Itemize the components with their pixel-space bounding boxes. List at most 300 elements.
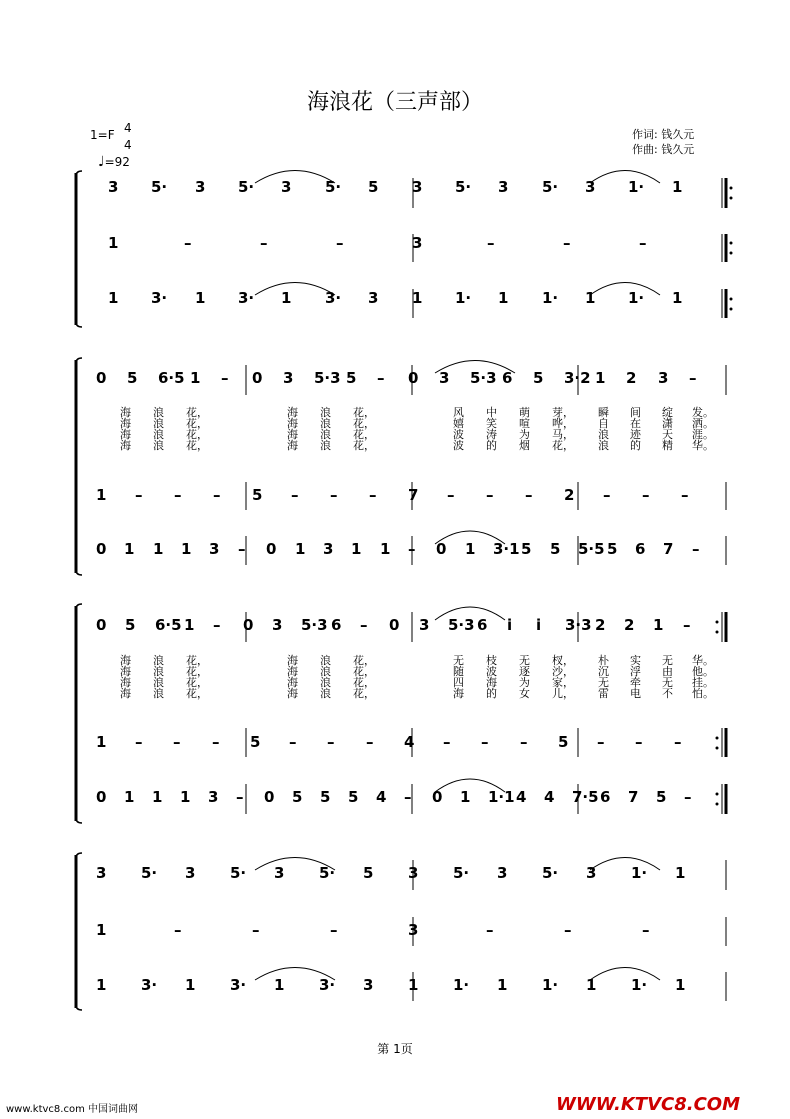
note-s2-v1: 3 xyxy=(658,369,669,387)
lyric-s2-l3: 涛 xyxy=(486,428,497,441)
note-s1-v1: 5· xyxy=(455,178,472,196)
note-s1-v3: 1 xyxy=(585,289,596,307)
note-s2-v3: 1 xyxy=(153,540,164,558)
note-s3-v1: i xyxy=(536,616,542,634)
lyric-s2-l1: 绽 xyxy=(662,406,673,419)
note-s4-v1: 3 xyxy=(408,864,419,882)
note-s2-v2: – xyxy=(603,486,611,504)
lyric-s3-l2: 波 xyxy=(486,665,497,678)
note-s2-v3: 0 xyxy=(436,540,447,558)
note-s4-v1: 5· xyxy=(542,864,559,882)
note-s3-v1: 3·3 xyxy=(565,616,592,634)
note-s2-v3: – xyxy=(692,540,700,558)
lyric-s2-l1: 浪 xyxy=(153,406,164,419)
note-s3-v1: 0 xyxy=(243,616,254,634)
note-s1-v3: 1· xyxy=(455,289,472,307)
note-s4-v3: 1 xyxy=(675,976,686,994)
note-s1-v3: 1· xyxy=(542,289,559,307)
note-s2-v1: 3 xyxy=(439,369,450,387)
note-s4-v1: 3 xyxy=(185,864,196,882)
note-s4-v2: – xyxy=(330,921,338,939)
lyric-s3-l1: 浪 xyxy=(320,654,331,667)
note-s1-v2: – xyxy=(639,234,647,252)
note-s1-v2: – xyxy=(260,234,268,252)
lyric-s2-l2: 海 xyxy=(287,417,298,430)
lyric-s2-l2: 海 xyxy=(120,417,131,430)
note-s2-v2: 5 xyxy=(252,486,263,504)
lyric-s3-l4: 浪 xyxy=(153,687,164,700)
note-s3-v2: – xyxy=(443,733,451,751)
note-s1-v1: 3 xyxy=(412,178,423,196)
note-s1-v2: – xyxy=(336,234,344,252)
note-s3-v3: 1 xyxy=(152,788,163,806)
lyric-s2-l2: 哗， xyxy=(552,417,574,430)
note-s3-v1: 0 xyxy=(389,616,400,634)
note-s1-v1: 5· xyxy=(151,178,168,196)
note-s3-v2: – xyxy=(520,733,528,751)
lyric-s3-l3: 四 xyxy=(453,676,464,689)
note-s3-v2: – xyxy=(366,733,374,751)
lyric-s3-l3: 海 xyxy=(120,676,131,689)
note-s4-v1: 5· xyxy=(453,864,470,882)
lyric-s2-l3: 海 xyxy=(287,428,298,441)
lyric-s2-l3: 迹 xyxy=(630,428,641,441)
note-s1-v1: 1 xyxy=(672,178,683,196)
lyric-s2-l2: 洒。 xyxy=(692,417,714,430)
note-s3-v1: 2 xyxy=(624,616,635,634)
lyric-s2-l3: 花， xyxy=(353,428,375,441)
lyric-s3-l4: 浪 xyxy=(320,687,331,700)
note-s1-v3: 3· xyxy=(151,289,168,307)
note-s2-v1: 0 xyxy=(408,369,419,387)
lyric-s3-l1: 华。 xyxy=(692,654,714,667)
note-s3-v3: – xyxy=(684,788,692,806)
lyric-s3-l1: 杈， xyxy=(552,654,574,667)
note-s2-v2: 1 xyxy=(96,486,107,504)
note-s4-v3: 3 xyxy=(363,976,374,994)
note-s3-v2: 4 xyxy=(404,733,415,751)
lyric-s2-l1: 萌 xyxy=(519,406,530,419)
note-s2-v3: 5 xyxy=(550,540,561,558)
note-s3-v2: 5 xyxy=(250,733,261,751)
note-s3-v3: – xyxy=(236,788,244,806)
lyric-s3-l2: 他。 xyxy=(692,665,714,678)
lyric-s3-l4: 海 xyxy=(120,687,131,700)
note-s2-v2: 2 xyxy=(564,486,575,504)
note-s3-v2: – xyxy=(674,733,682,751)
note-s2-v1: 5·3 xyxy=(314,369,341,387)
note-s2-v1: 1 xyxy=(190,369,201,387)
note-s3-v3: 4 xyxy=(544,788,555,806)
note-s2-v3: 6 xyxy=(635,540,646,558)
lyric-s3-l4: 怕。 xyxy=(692,687,714,700)
note-s2-v3: 0 xyxy=(96,540,107,558)
lyric-s3-l4: 女 xyxy=(519,687,530,700)
note-s2-v2: – xyxy=(330,486,338,504)
lyric-s3-l3: 花， xyxy=(353,676,375,689)
note-s1-v1: 3 xyxy=(195,178,206,196)
note-s2-v3: 3·1 xyxy=(493,540,520,558)
page-number: 第 1页 xyxy=(377,1042,413,1056)
lyric-s2-l2: 花， xyxy=(186,417,208,430)
lyricist-credit: 作词: 钱久元 xyxy=(632,128,695,141)
note-s2-v2: – xyxy=(447,486,455,504)
note-s2-v1: – xyxy=(689,369,697,387)
note-s3-v1: – xyxy=(213,616,221,634)
lyric-s2-l1: 芽， xyxy=(552,406,574,419)
note-s3-v3: 4 xyxy=(376,788,387,806)
note-s1-v3: 1 xyxy=(498,289,509,307)
lyric-s3-l3: 家， xyxy=(552,676,574,689)
note-s1-v2: – xyxy=(487,234,495,252)
lyric-s2-l4: 海 xyxy=(287,439,298,452)
note-s4-v2: – xyxy=(564,921,572,939)
note-s1-v2: 1 xyxy=(108,234,119,252)
note-s4-v3: 1· xyxy=(631,976,648,994)
note-s2-v3: 1 xyxy=(124,540,135,558)
note-s1-v2: – xyxy=(563,234,571,252)
composer-credit: 作曲: 钱久元 xyxy=(632,143,695,156)
note-s1-v1: 3 xyxy=(281,178,292,196)
page-title: 海浪花（三声部） xyxy=(306,90,483,115)
note-s4-v1: 1 xyxy=(675,864,686,882)
note-s2-v3: 1 xyxy=(380,540,391,558)
lyric-s2-l3: 天 xyxy=(662,428,673,441)
note-s2-v3: 1 xyxy=(295,540,306,558)
note-s1-v1: 3 xyxy=(498,178,509,196)
lyric-s2-l4: 的 xyxy=(630,439,641,452)
note-s1-v1: 5· xyxy=(325,178,342,196)
note-s1-v2: – xyxy=(184,234,192,252)
lyric-s3-l2: 沙， xyxy=(552,665,574,678)
note-s1-v3: 3· xyxy=(325,289,342,307)
lyric-s2-l1: 瞬 xyxy=(598,406,609,419)
note-s2-v2: – xyxy=(213,486,221,504)
note-s4-v2: 1 xyxy=(96,921,107,939)
note-s2-v2: 7 xyxy=(408,486,419,504)
lyric-s3-l1: 无 xyxy=(662,654,673,667)
lyric-s2-l2: 潇 xyxy=(662,417,673,430)
note-s4-v3: 1 xyxy=(185,976,196,994)
lyric-s3-l2: 浮 xyxy=(630,665,641,678)
note-s3-v3: 7·5 xyxy=(572,788,599,806)
lyric-s3-l1: 朴 xyxy=(598,654,609,667)
lyric-s3-l2: 逐 xyxy=(519,665,530,678)
lyric-s2-l4: 浪 xyxy=(320,439,331,452)
note-s4-v1: 5 xyxy=(363,864,374,882)
note-s1-v3: 1 xyxy=(672,289,683,307)
note-s2-v1: 5 xyxy=(346,369,357,387)
note-s1-v1: 1· xyxy=(628,178,645,196)
note-s1-v3: 1 xyxy=(412,289,423,307)
lyric-s2-l2: 喧 xyxy=(519,417,530,430)
note-s3-v3: 0 xyxy=(96,788,107,806)
note-s4-v3: 1· xyxy=(453,976,470,994)
note-s3-v2: – xyxy=(135,733,143,751)
note-s3-v3: 5 xyxy=(348,788,359,806)
lyric-s2-l1: 海 xyxy=(120,406,131,419)
lyric-s3-l3: 为 xyxy=(519,676,530,689)
note-s4-v3: 3· xyxy=(319,976,336,994)
lyric-s3-l2: 海 xyxy=(287,665,298,678)
lyric-s3-l2: 海 xyxy=(120,665,131,678)
note-s2-v2: – xyxy=(135,486,143,504)
lyric-s3-l1: 海 xyxy=(287,654,298,667)
note-s3-v1: 6 xyxy=(477,616,488,634)
note-s4-v3: 1 xyxy=(96,976,107,994)
note-s2-v1: 0 xyxy=(252,369,263,387)
note-s2-v1: 0 xyxy=(96,369,107,387)
lyric-s3-l1: 海 xyxy=(120,654,131,667)
note-s2-v2: – xyxy=(291,486,299,504)
note-s2-v2: – xyxy=(681,486,689,504)
note-s2-v1: 3 xyxy=(283,369,294,387)
note-s2-v3: 1 xyxy=(351,540,362,558)
lyric-s3-l3: 海 xyxy=(287,676,298,689)
note-s2-v1: 2 xyxy=(626,369,637,387)
note-s3-v1: 6·5 xyxy=(155,616,182,634)
lyric-s2-l3: 浪 xyxy=(320,428,331,441)
lyric-s2-l4: 花， xyxy=(186,439,208,452)
note-s3-v3: 1·1 xyxy=(488,788,515,806)
note-s1-v3: 1 xyxy=(108,289,119,307)
note-s2-v3: 5 xyxy=(607,540,618,558)
note-s4-v2: 3 xyxy=(408,921,419,939)
note-s2-v2: – xyxy=(174,486,182,504)
note-s4-v1: 5· xyxy=(141,864,158,882)
note-s2-v3: – xyxy=(408,540,416,558)
lyric-s3-l2: 花， xyxy=(186,665,208,678)
lyric-s3-l4: 电 xyxy=(630,687,641,700)
note-s3-v1: 5 xyxy=(125,616,136,634)
note-s2-v1: – xyxy=(221,369,229,387)
lyric-s2-l4: 波 xyxy=(453,439,464,452)
note-s1-v1: 5· xyxy=(238,178,255,196)
lyric-s3-l1: 实 xyxy=(630,654,641,667)
note-s3-v2: 5 xyxy=(558,733,569,751)
lyric-s3-l4: 海 xyxy=(453,687,464,700)
lyric-s2-l4: 的 xyxy=(486,439,497,452)
lyric-s2-l3: 浪 xyxy=(598,428,609,441)
note-s2-v1: 1 xyxy=(595,369,606,387)
lyric-s3-l2: 沉 xyxy=(598,665,609,678)
note-s4-v1: 1· xyxy=(631,864,648,882)
lyric-s2-l2: 嬉 xyxy=(453,417,464,430)
note-s2-v3: 7 xyxy=(663,540,674,558)
note-s3-v3: 1 xyxy=(180,788,191,806)
lyric-s3-l4: 雷 xyxy=(598,687,609,700)
lyric-s2-l4: 华。 xyxy=(692,439,714,452)
note-s3-v2: – xyxy=(289,733,297,751)
lyric-s2-l2: 在 xyxy=(630,417,641,430)
lyric-s2-l4: 花， xyxy=(353,439,375,452)
lyric-s3-l2: 由 xyxy=(662,665,673,678)
lyric-s3-l1: 无 xyxy=(453,654,464,667)
note-s4-v3: 3· xyxy=(230,976,247,994)
note-s3-v3: 6 xyxy=(600,788,611,806)
lyric-s3-l3: 浪 xyxy=(153,676,164,689)
note-s3-v2: – xyxy=(327,733,335,751)
note-s3-v3: 5 xyxy=(292,788,303,806)
note-s2-v1: 6·5 xyxy=(158,369,185,387)
lyric-s3-l3: 海 xyxy=(486,676,497,689)
note-s4-v1: 3 xyxy=(274,864,285,882)
lyric-s2-l2: 浪 xyxy=(153,417,164,430)
lyric-s3-l1: 枝 xyxy=(486,654,497,667)
note-s1-v3: 3· xyxy=(238,289,255,307)
note-s3-v1: 2 xyxy=(595,616,606,634)
lyric-s2-l3: 海 xyxy=(120,428,131,441)
lyric-s3-l1: 无 xyxy=(519,654,530,667)
lyric-s2-l1: 中 xyxy=(486,406,497,419)
lyric-s3-l4: 的 xyxy=(486,687,497,700)
lyric-s3-l1: 花， xyxy=(353,654,375,667)
note-s3-v3: 3 xyxy=(208,788,219,806)
note-s3-v1: – xyxy=(360,616,368,634)
note-s2-v3: – xyxy=(238,540,246,558)
note-s2-v1: 5 xyxy=(533,369,544,387)
note-s2-v3: 5·5 xyxy=(578,540,605,558)
lyric-s2-l3: 涯。 xyxy=(692,428,714,441)
note-s4-v1: 5· xyxy=(319,864,336,882)
note-s1-v3: 1 xyxy=(195,289,206,307)
note-s4-v3: 1 xyxy=(408,976,419,994)
lyric-s2-l1: 发。 xyxy=(692,406,714,419)
note-s3-v1: 1 xyxy=(184,616,195,634)
note-s3-v1: 3 xyxy=(272,616,283,634)
note-s4-v3: 3· xyxy=(141,976,158,994)
note-s3-v1: 0 xyxy=(96,616,107,634)
lyric-s2-l2: 自 xyxy=(598,417,609,430)
lyric-s2-l4: 精 xyxy=(662,439,673,452)
note-s3-v3: 7 xyxy=(628,788,639,806)
note-s1-v2: 3 xyxy=(412,234,423,252)
note-s3-v1: 3 xyxy=(419,616,430,634)
note-s4-v3: 1 xyxy=(274,976,285,994)
lyric-s2-l2: 花， xyxy=(353,417,375,430)
lyric-s3-l4: 花， xyxy=(186,687,208,700)
note-s1-v3: 3 xyxy=(368,289,379,307)
lyric-s3-l4: 儿， xyxy=(552,687,574,700)
note-s2-v2: – xyxy=(369,486,377,504)
note-s4-v3: 1 xyxy=(497,976,508,994)
lyric-s2-l3: 为 xyxy=(519,428,530,441)
lyric-s3-l2: 浪 xyxy=(320,665,331,678)
time-top: 4 xyxy=(124,121,132,135)
note-s3-v2: – xyxy=(635,733,643,751)
note-s3-v1: 1 xyxy=(653,616,664,634)
lyric-s2-l2: 笑 xyxy=(486,417,497,430)
note-s3-v1: i xyxy=(507,616,513,634)
lyric-s3-l2: 花， xyxy=(353,665,375,678)
note-s1-v1: 5· xyxy=(542,178,559,196)
note-s1-v1: 5 xyxy=(368,178,379,196)
note-s4-v2: – xyxy=(642,921,650,939)
note-s4-v2: – xyxy=(486,921,494,939)
lyric-s3-l4: 花， xyxy=(353,687,375,700)
lyric-s2-l3: 花， xyxy=(186,428,208,441)
lyric-s2-l1: 花， xyxy=(186,406,208,419)
lyric-s3-l3: 无 xyxy=(662,676,673,689)
lyric-s2-l1: 海 xyxy=(287,406,298,419)
lyric-s3-l1: 浪 xyxy=(153,654,164,667)
note-s3-v2: – xyxy=(173,733,181,751)
note-s4-v1: 3 xyxy=(586,864,597,882)
lyric-s2-l1: 风 xyxy=(453,406,464,419)
note-s3-v3: 5 xyxy=(320,788,331,806)
note-s1-v1: 3 xyxy=(585,178,596,196)
lyric-s2-l4: 浪 xyxy=(153,439,164,452)
lyric-s2-l1: 浪 xyxy=(320,406,331,419)
note-s4-v1: 3 xyxy=(497,864,508,882)
lyric-s3-l3: 花， xyxy=(186,676,208,689)
note-s3-v2: 1 xyxy=(96,733,107,751)
tempo-marking: ♩=92 xyxy=(98,154,130,170)
note-s4-v3: 1 xyxy=(586,976,597,994)
time-bottom: 4 xyxy=(124,138,132,152)
note-s3-v1: 6 xyxy=(331,616,342,634)
note-s1-v1: 3 xyxy=(108,178,119,196)
lyric-s3-l2: 随 xyxy=(453,665,464,678)
note-s3-v2: – xyxy=(597,733,605,751)
lyric-s3-l4: 不 xyxy=(662,687,673,700)
note-s2-v1: 6 xyxy=(502,369,513,387)
quarter-note-icon: ♩ xyxy=(98,154,105,170)
lyric-s3-l2: 浪 xyxy=(153,665,164,678)
lyric-s2-l1: 花， xyxy=(353,406,375,419)
note-s3-v3: 1 xyxy=(460,788,471,806)
note-s2-v2: – xyxy=(486,486,494,504)
lyric-s2-l3: 波 xyxy=(453,428,464,441)
note-s2-v1: 5·3 xyxy=(470,369,497,387)
lyric-s3-l4: 海 xyxy=(287,687,298,700)
note-s4-v2: – xyxy=(252,921,260,939)
note-s3-v2: – xyxy=(481,733,489,751)
note-s4-v2: – xyxy=(174,921,182,939)
lyric-s2-l3: 浪 xyxy=(153,428,164,441)
note-s3-v1: 5·3 xyxy=(448,616,475,634)
note-s2-v2: – xyxy=(642,486,650,504)
note-s2-v1: – xyxy=(377,369,385,387)
lyric-s3-l3: 浪 xyxy=(320,676,331,689)
left-watermark: www.ktvc8.com 中国词曲网 xyxy=(6,1104,139,1115)
note-s1-v3: 1· xyxy=(628,289,645,307)
note-s2-v1: 3·2 xyxy=(564,369,591,387)
note-s4-v3: 1· xyxy=(542,976,559,994)
note-s4-v1: 3 xyxy=(96,864,107,882)
note-s2-v3: 0 xyxy=(266,540,277,558)
note-s1-v3: 1 xyxy=(281,289,292,307)
lyric-s3-l3: 牵 xyxy=(630,676,641,689)
note-s4-v1: 5· xyxy=(230,864,247,882)
lyric-s2-l4: 花， xyxy=(552,439,574,452)
right-watermark: WWW.KTVC8.COM xyxy=(556,1094,740,1115)
lyric-s3-l3: 无 xyxy=(598,676,609,689)
note-s2-v1: 5 xyxy=(127,369,138,387)
note-s3-v3: 0 xyxy=(432,788,443,806)
note-s3-v3: 4 xyxy=(516,788,527,806)
lyric-s3-l3: 挂。 xyxy=(692,676,714,689)
note-s3-v1: 5·3 xyxy=(301,616,328,634)
note-s3-v3: 0 xyxy=(264,788,275,806)
note-s2-v2: – xyxy=(525,486,533,504)
note-s3-v3: – xyxy=(404,788,412,806)
lyric-s2-l4: 烟 xyxy=(519,439,530,452)
note-s2-v3: 3 xyxy=(209,540,220,558)
note-s2-v3: 1 xyxy=(465,540,476,558)
note-s2-v3: 5 xyxy=(521,540,532,558)
key-signature: 1=F xyxy=(90,128,115,142)
